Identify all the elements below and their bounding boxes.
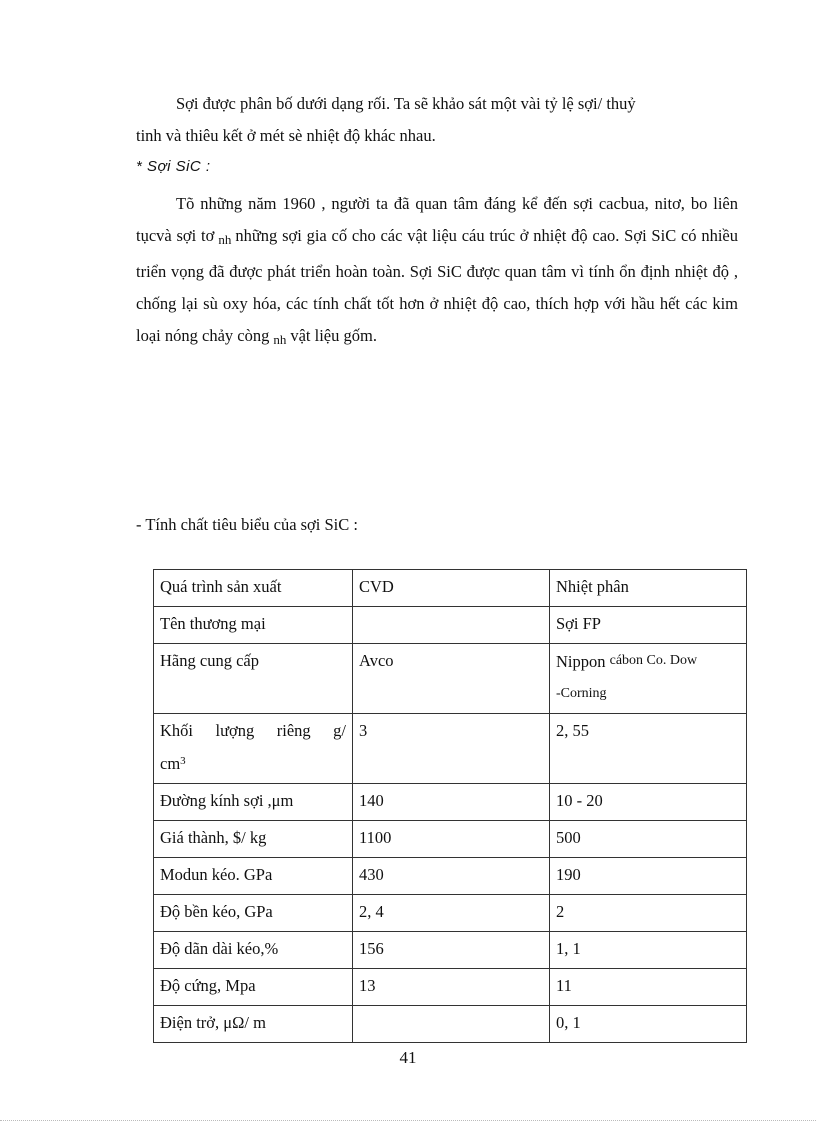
table-cell: 500	[550, 821, 747, 858]
table-cell: Quá trình sản xuất	[154, 570, 353, 607]
table-cell: Sợi FP	[550, 607, 747, 644]
table-row	[154, 821, 747, 858]
page-number: 41	[399, 1048, 417, 1067]
table-cell: 2	[550, 895, 747, 932]
paragraph-text-part-3: vật liệu gốm.	[290, 326, 377, 345]
paragraph-fiber-distribution	[136, 88, 738, 152]
paragraph-line-2: tinh và thiêu kết ở mét sè nhiệt độ khác nhau.	[136, 126, 436, 145]
paragraph-text-part-2: những sợi gia cố cho các vật liệu cáu trúc ở nhiệt độ cao. Sợi SiC có nhiều triển vọng đã được phát triển hoàn toàn. Sợi SiC được quan tâm vì tính ổn định nhiệt độ , chống lại sù oxy hóa, các tính chất tốt hơn ở nhiệt độ cao, thích hợp với hầu hết các kim loại nóng chảy còng	[136, 226, 738, 345]
table-cell: Tên thương mại	[154, 607, 353, 644]
paragraph-line-1: Sợi được phân bố dưới dạng rối. Ta sẽ khảo sát một vài tỷ lệ sợi/ thuỷ	[176, 94, 636, 113]
paragraph-sic-history	[136, 188, 738, 356]
table-cell: Giá thành, $/ kg	[154, 821, 353, 858]
table-cell	[353, 607, 550, 644]
table-row	[154, 570, 747, 607]
table-row	[154, 784, 747, 821]
table-row	[154, 1006, 747, 1043]
sic-properties-table	[153, 569, 747, 1043]
table-row	[154, 932, 747, 969]
table-cell: Nhiệt phân	[550, 570, 747, 607]
table-row	[154, 858, 747, 895]
density-label: Khối lượng riêng g/	[160, 721, 346, 740]
table-cell: Điện trở, μΩ/ m	[154, 1006, 353, 1043]
section-title: - Tính chất tiêu biểu của sợi SiC :	[136, 515, 358, 534]
table-cell: 430	[353, 858, 550, 895]
supplier-cabon: cábon Co. Dow	[609, 653, 698, 668]
table-cell: Độ bền kéo, GPa	[154, 895, 353, 932]
density-unit-superscript: 3	[180, 755, 186, 767]
supplier-nippon: Nippon	[556, 652, 606, 671]
table-cell: Độ cứng, Mpa	[154, 969, 353, 1006]
table-cell: Modun kéo. GPa	[154, 858, 353, 895]
table-cell: 1, 1	[550, 932, 747, 969]
table-cell: 11	[550, 969, 747, 1006]
table-cell	[154, 714, 353, 784]
table-cell: 140	[353, 784, 550, 821]
table-cell: 10 - 20	[550, 784, 747, 821]
table-cell: 190	[550, 858, 747, 895]
table-cell	[550, 644, 747, 714]
table-cell: Đường kính sợi ,μm	[154, 784, 353, 821]
table-cell: 156	[353, 932, 550, 969]
table-cell: Độ dãn dài kéo,%	[154, 932, 353, 969]
footer-divider	[0, 1120, 816, 1121]
table-row	[154, 607, 747, 644]
table-cell	[353, 1006, 550, 1043]
table-row	[154, 969, 747, 1006]
table-cell: 3	[353, 714, 550, 784]
table-cell: Hãng cung cấp	[154, 644, 353, 714]
table-cell: CVD	[353, 570, 550, 607]
table-cell: 2, 4	[353, 895, 550, 932]
paragraph-text-part-1: Tõ những năm 1960 , người ta đã quan tâm đáng kể đến sợi cacbua, nitơ, bo liên tụcvà sợi tơ	[136, 194, 738, 245]
table-cell: 13	[353, 969, 550, 1006]
table-cell: 0, 1	[550, 1006, 747, 1043]
table-cell: 2, 55	[550, 714, 747, 784]
subscript-nh-2: nh	[273, 332, 287, 347]
table-row	[154, 714, 747, 784]
sic-heading: * Sợi SiC :	[136, 158, 211, 175]
table-row	[154, 644, 747, 714]
subscript-nh-1: nh	[218, 232, 232, 247]
table-cell: Avco	[353, 644, 550, 714]
table-row	[154, 895, 747, 932]
supplier-corning: -Corning	[556, 686, 607, 701]
density-unit: cm	[160, 754, 181, 773]
table-cell: 1100	[353, 821, 550, 858]
